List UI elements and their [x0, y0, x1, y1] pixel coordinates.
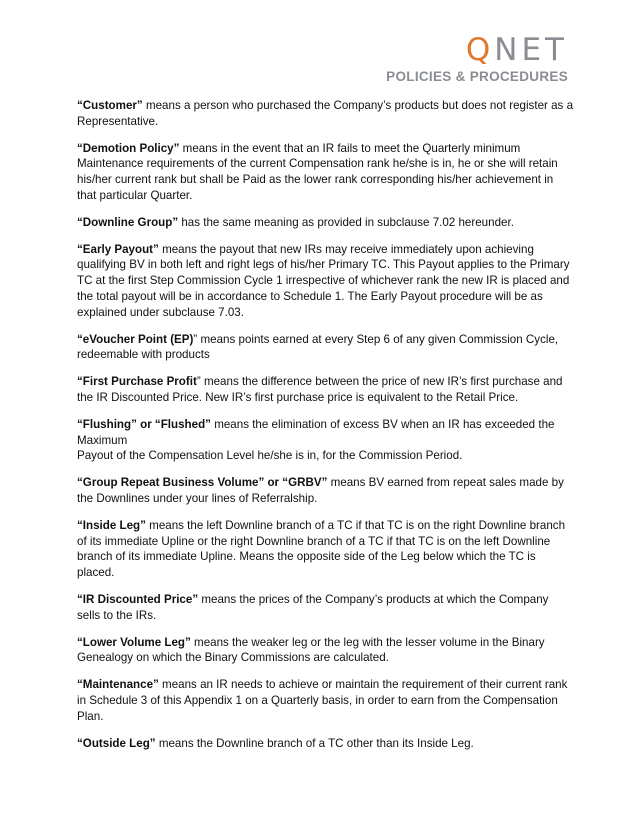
definition-term: “Lower Volume Leg”	[77, 635, 191, 649]
definition-first-purchase-profit	[77, 374, 573, 406]
definitions-list	[77, 98, 573, 762]
definition-text: means BV earned from repeat sales made by the Downlines under your lines of Referralship.	[77, 476, 564, 505]
definition-downline-group	[77, 215, 573, 231]
definition-text: has the same meaning as provided in subclause 7.02 hereunder.	[178, 215, 514, 229]
definition-term: “Early Payout”	[77, 242, 159, 256]
definition-term: “First Purchase Profit	[77, 375, 197, 389]
definition-term-close-quote: ”	[196, 375, 201, 389]
logo-q-letter: Q	[465, 32, 495, 68]
section-title: POLICIES & PROCEDURES	[386, 69, 568, 84]
definition-term: “Group Repeat Business Volume” or “GRBV”	[77, 476, 328, 490]
definition-ir-discounted-price	[77, 592, 573, 624]
definition-term: “Outside Leg”	[77, 736, 156, 750]
definition-text: means the prices of the Company’s products at which the Company sells to the IRs.	[77, 592, 549, 622]
definition-text: means the difference between the price of new IR’s first purchase and the IR Discounted Price. New IR’s first purchase price is equivalent to the Retail Price.	[77, 375, 563, 404]
definition-text: means points earned at every Step 6 of any given Commission Cycle, redeemable with products	[77, 332, 559, 362]
page-header	[386, 34, 568, 84]
definition-term: “Inside Leg”	[77, 518, 146, 532]
definition-lower-volume-leg	[77, 635, 573, 667]
definition-text: means the elimination of excess BV when an IR has exceeded the Maximum	[77, 417, 555, 447]
definition-customer	[77, 98, 573, 130]
definition-evoucher-point	[77, 332, 573, 364]
definition-text: means the left Downline branch of a TC if that TC is on the right Downline branch of its immediate Upline or the right Downline branch of a TC if that TC is on the left Downline branch of its immediate Upline. Means the opposite side of the Leg below which the TC is placed.	[77, 518, 566, 580]
definition-term: “IR Discounted Price”	[77, 592, 199, 606]
definition-maintenance	[77, 677, 573, 724]
definition-outside-leg	[77, 736, 573, 752]
definition-text: means the payout that new IRs may receive immediately upon achieving qualifying BV in both left and right legs of his/her Primary TC. This Payout applies to the Primary TC at the first Step Commission Cycle 1 irrespective of whichever rank the new IR is placed and the total payout will be in accordance to Schedule 1. The Early Payout procedure will be as explained under subclause 7.03.	[77, 242, 570, 319]
definition-term-close-quote: ”	[193, 332, 198, 346]
definition-term: “Downline Group”	[77, 215, 179, 229]
definition-text: means a person who purchased the Company’s products but does not register as a Representative.	[77, 99, 574, 128]
logo-net-letters: NET	[494, 32, 568, 68]
definition-early-payout	[77, 242, 573, 321]
definition-term: “Demotion Policy”	[77, 141, 180, 155]
definition-demotion-policy	[77, 141, 573, 204]
definition-text: means the weaker leg or the leg with the lesser volume in the Binary Genealogy on which the Binary Commissions are calculated.	[77, 635, 545, 665]
definition-grbv	[77, 475, 573, 507]
definition-inside-leg	[77, 518, 573, 581]
definition-term: “eVoucher Point (EP)	[77, 332, 194, 346]
definition-text: means in the event that an IR fails to meet the Quarterly minimum Maintenance requirements of the current Compensation rank he/she is in, he or she will retain his/her current rank but shall be Paid as the lower rank corresponding his/her achievement in that particular Quarter.	[77, 141, 558, 202]
definition-term: “Flushing” or “Flushed”	[77, 417, 211, 431]
definition-text: means an IR needs to achieve or maintain the requirement of their current rank in Schedule 3 of this Appendix 1 on a Quarterly basis, in order to earn from the Compensation Plan.	[77, 678, 568, 723]
definition-term: “Maintenance”	[77, 678, 159, 692]
definition-term: “Customer”	[77, 99, 143, 112]
definition-text: means the Downline branch of a TC other than its Inside Leg.	[155, 736, 474, 750]
definition-flushing	[77, 417, 573, 464]
definition-text-continued: Payout of the Compensation Level he/she is in, for the Commission Period.	[77, 449, 463, 463]
qnet-logo	[386, 34, 568, 66]
